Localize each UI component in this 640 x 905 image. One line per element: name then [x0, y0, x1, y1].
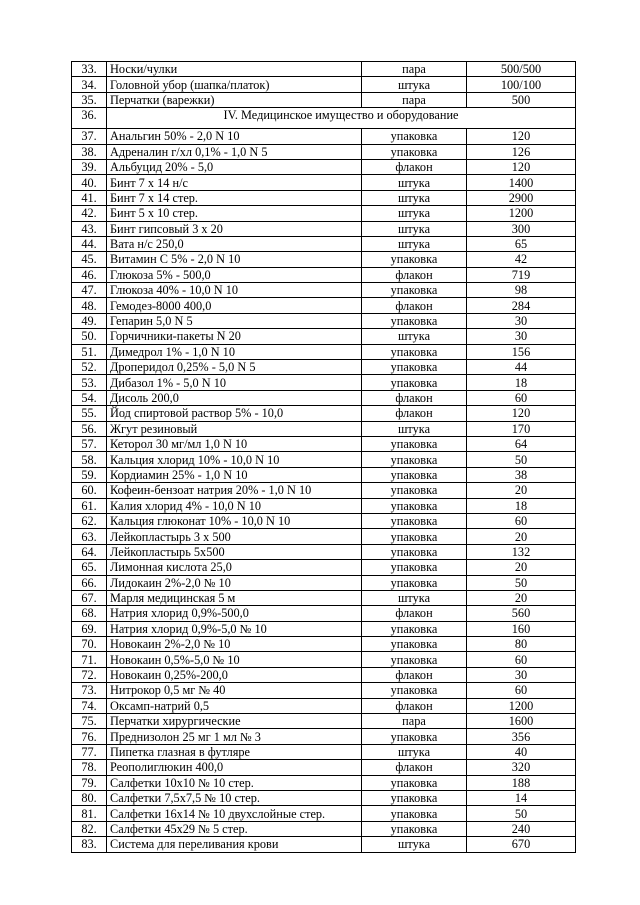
- item-quantity: 160: [467, 621, 576, 636]
- row-number: 37.: [72, 129, 107, 144]
- table-row: [72, 529, 576, 544]
- item-quantity: 132: [467, 544, 576, 559]
- item-quantity: 98: [467, 283, 576, 298]
- item-unit: штука: [362, 236, 467, 251]
- item-name: Бинт 7 х 14 н/с: [107, 175, 362, 190]
- item-name: Перчатки хирургические: [107, 714, 362, 729]
- item-name: Носки/чулки: [107, 62, 362, 77]
- item-quantity: 2900: [467, 190, 576, 205]
- table-row: [72, 452, 576, 467]
- row-number: 75.: [72, 714, 107, 729]
- table-row: [72, 729, 576, 744]
- table-row: [72, 714, 576, 729]
- item-quantity: 20: [467, 483, 576, 498]
- item-name: Натрия хлорид 0,9%-5,0 № 10: [107, 621, 362, 636]
- table-row: [72, 129, 576, 144]
- row-number: 52.: [72, 360, 107, 375]
- table-row: [72, 760, 576, 775]
- item-quantity: 300: [467, 221, 576, 236]
- item-unit: упаковка: [362, 560, 467, 575]
- item-quantity: 170: [467, 421, 576, 436]
- item-name: Дисоль 200,0: [107, 390, 362, 405]
- item-unit: флакон: [362, 698, 467, 713]
- row-number: 77.: [72, 744, 107, 759]
- item-quantity: 120: [467, 406, 576, 421]
- item-name: Гепарин 5,0 N 5: [107, 313, 362, 328]
- item-unit: штука: [362, 329, 467, 344]
- item-unit: штука: [362, 421, 467, 436]
- row-number: 49.: [72, 313, 107, 328]
- item-quantity: 188: [467, 775, 576, 790]
- item-name: Салфетки 45х29 № 5 стер.: [107, 821, 362, 836]
- item-quantity: 560: [467, 606, 576, 621]
- item-unit: пара: [362, 714, 467, 729]
- item-quantity: 50: [467, 452, 576, 467]
- table-row: [72, 436, 576, 451]
- item-quantity: 50: [467, 575, 576, 590]
- row-number: 57.: [72, 436, 107, 451]
- row-number: 83.: [72, 837, 107, 852]
- item-name: Салфетки 10х10 № 10 стер.: [107, 775, 362, 790]
- table-row: [72, 206, 576, 221]
- item-name: Горчичники-пакеты N 20: [107, 329, 362, 344]
- row-number: 35.: [72, 92, 107, 107]
- item-name: Перчатки (варежки): [107, 92, 362, 107]
- table-row: [72, 590, 576, 605]
- item-unit: штука: [362, 77, 467, 92]
- item-quantity: 64: [467, 436, 576, 451]
- item-name: Бинт 7 х 14 стер.: [107, 190, 362, 205]
- row-number: 50.: [72, 329, 107, 344]
- item-name: Новокаин 0,5%-5,0 № 10: [107, 652, 362, 667]
- item-unit: пара: [362, 92, 467, 107]
- row-number: 48.: [72, 298, 107, 313]
- row-number: 67.: [72, 590, 107, 605]
- item-unit: штука: [362, 190, 467, 205]
- item-unit: штука: [362, 175, 467, 190]
- table-row: [72, 821, 576, 836]
- item-unit: упаковка: [362, 652, 467, 667]
- table-row: [72, 483, 576, 498]
- row-number: 45.: [72, 252, 107, 267]
- item-unit: упаковка: [362, 729, 467, 744]
- item-name: Жгут резиновый: [107, 421, 362, 436]
- item-name: Глюкоза 40% - 10,0 N 10: [107, 283, 362, 298]
- item-unit: упаковка: [362, 252, 467, 267]
- item-quantity: 18: [467, 498, 576, 513]
- item-unit: упаковка: [362, 498, 467, 513]
- table-row: [72, 837, 576, 852]
- table-row: [72, 621, 576, 636]
- item-name: Лидокаин 2%-2,0 № 10: [107, 575, 362, 590]
- item-unit: упаковка: [362, 144, 467, 159]
- item-quantity: 60: [467, 683, 576, 698]
- item-name: Адреналин г/хл 0,1% - 1,0 N 5: [107, 144, 362, 159]
- item-name: Кальция хлорид 10% - 10,0 N 10: [107, 452, 362, 467]
- item-quantity: 120: [467, 159, 576, 174]
- item-unit: упаковка: [362, 775, 467, 790]
- item-name: Калия хлорид 4% - 10,0 N 10: [107, 498, 362, 513]
- item-name: Новокаин 2%-2,0 № 10: [107, 637, 362, 652]
- row-number: 36.: [72, 108, 107, 129]
- item-quantity: 80: [467, 637, 576, 652]
- item-name: Лимонная кислота 25,0: [107, 560, 362, 575]
- item-unit: упаковка: [362, 375, 467, 390]
- table-row: [72, 790, 576, 805]
- table-row: [72, 283, 576, 298]
- item-unit: упаковка: [362, 806, 467, 821]
- item-unit: упаковка: [362, 452, 467, 467]
- row-number: 38.: [72, 144, 107, 159]
- item-unit: упаковка: [362, 344, 467, 359]
- table-row: [72, 344, 576, 359]
- item-quantity: 30: [467, 313, 576, 328]
- table-row: [72, 144, 576, 159]
- row-number: 51.: [72, 344, 107, 359]
- item-quantity: 500: [467, 92, 576, 107]
- table-row: [72, 575, 576, 590]
- item-name: Бинт 5 х 10 стер.: [107, 206, 362, 221]
- item-quantity: 60: [467, 513, 576, 528]
- item-quantity: 1400: [467, 175, 576, 190]
- item-quantity: 20: [467, 590, 576, 605]
- item-quantity: 60: [467, 390, 576, 405]
- table-row: [72, 806, 576, 821]
- row-number: 54.: [72, 390, 107, 405]
- item-name: Нитрокор 0,5 мг № 40: [107, 683, 362, 698]
- item-quantity: 719: [467, 267, 576, 282]
- item-quantity: 500/500: [467, 62, 576, 77]
- table-row: [72, 560, 576, 575]
- item-unit: упаковка: [362, 821, 467, 836]
- item-quantity: 1600: [467, 714, 576, 729]
- item-unit: упаковка: [362, 683, 467, 698]
- row-number: 68.: [72, 606, 107, 621]
- item-quantity: 670: [467, 837, 576, 852]
- table-row: [72, 467, 576, 482]
- item-unit: флакон: [362, 267, 467, 282]
- item-unit: штука: [362, 744, 467, 759]
- item-name: Димедрол 1% - 1,0 N 10: [107, 344, 362, 359]
- item-name: Йод спиртовой раствор 5% - 10,0: [107, 406, 362, 421]
- table-row: [72, 637, 576, 652]
- row-number: 55.: [72, 406, 107, 421]
- row-number: 39.: [72, 159, 107, 174]
- row-number: 79.: [72, 775, 107, 790]
- row-number: 33.: [72, 62, 107, 77]
- row-number: 69.: [72, 621, 107, 636]
- table-row: [72, 683, 576, 698]
- section-row: [72, 108, 576, 129]
- item-name: Глюкоза 5% - 500,0: [107, 267, 362, 282]
- row-number: 56.: [72, 421, 107, 436]
- item-unit: упаковка: [362, 544, 467, 559]
- table-row: [72, 236, 576, 251]
- item-quantity: 30: [467, 667, 576, 682]
- row-number: 43.: [72, 221, 107, 236]
- row-number: 81.: [72, 806, 107, 821]
- item-name: Головной убор (шапка/платок): [107, 77, 362, 92]
- item-name: Дибазол 1% - 5,0 N 10: [107, 375, 362, 390]
- item-name: Витамин С 5% - 2,0 N 10: [107, 252, 362, 267]
- table-row: [72, 62, 576, 77]
- item-name: Лейкопластырь 3 х 500: [107, 529, 362, 544]
- item-name: Салфетки 16х14 № 10 двухслойные стер.: [107, 806, 362, 821]
- row-number: 72.: [72, 667, 107, 682]
- table-row: [72, 652, 576, 667]
- item-quantity: 42: [467, 252, 576, 267]
- table-row: [72, 175, 576, 190]
- row-number: 40.: [72, 175, 107, 190]
- row-number: 61.: [72, 498, 107, 513]
- table-row: [72, 252, 576, 267]
- item-name: Реополиглюкин 400,0: [107, 760, 362, 775]
- item-unit: упаковка: [362, 621, 467, 636]
- table-row: [72, 360, 576, 375]
- item-quantity: 18: [467, 375, 576, 390]
- item-quantity: 20: [467, 529, 576, 544]
- table-row: [72, 313, 576, 328]
- item-quantity: 30: [467, 329, 576, 344]
- table-row: [72, 698, 576, 713]
- item-unit: штука: [362, 206, 467, 221]
- item-quantity: 100/100: [467, 77, 576, 92]
- item-quantity: 1200: [467, 698, 576, 713]
- item-unit: упаковка: [362, 637, 467, 652]
- row-number: 66.: [72, 575, 107, 590]
- item-name: Бинт гипсовый 3 х 20: [107, 221, 362, 236]
- table-row: [72, 544, 576, 559]
- item-quantity: 60: [467, 652, 576, 667]
- item-name: Кальция глюконат 10% - 10,0 N 10: [107, 513, 362, 528]
- table-row: [72, 744, 576, 759]
- table-row: [72, 159, 576, 174]
- item-unit: штука: [362, 837, 467, 852]
- item-quantity: 65: [467, 236, 576, 251]
- item-name: Дроперидол 0,25% - 5,0 N 5: [107, 360, 362, 375]
- item-unit: флакон: [362, 298, 467, 313]
- item-quantity: 156: [467, 344, 576, 359]
- item-unit: флакон: [362, 390, 467, 405]
- item-name: Салфетки 7,5х7,5 № 10 стер.: [107, 790, 362, 805]
- row-number: 63.: [72, 529, 107, 544]
- item-unit: упаковка: [362, 575, 467, 590]
- supply-table: [71, 61, 576, 853]
- item-quantity: 50: [467, 806, 576, 821]
- table-row: [72, 190, 576, 205]
- table-row: [72, 329, 576, 344]
- item-name: Натрия хлорид 0,9%-500,0: [107, 606, 362, 621]
- table-row: [72, 375, 576, 390]
- item-unit: упаковка: [362, 790, 467, 805]
- item-unit: флакон: [362, 406, 467, 421]
- row-number: 80.: [72, 790, 107, 805]
- table-row: [72, 298, 576, 313]
- row-number: 42.: [72, 206, 107, 221]
- table-row: [72, 77, 576, 92]
- item-quantity: 356: [467, 729, 576, 744]
- item-name: Марля медицинская 5 м: [107, 590, 362, 605]
- item-unit: флакон: [362, 760, 467, 775]
- table-row: [72, 390, 576, 405]
- item-name: Преднизолон 25 мг 1 мл № 3: [107, 729, 362, 744]
- row-number: 64.: [72, 544, 107, 559]
- item-name: Гемодез-8000 400,0: [107, 298, 362, 313]
- item-unit: штука: [362, 590, 467, 605]
- section-title: IV. Медицинское имущество и оборудование: [107, 108, 576, 129]
- item-unit: упаковка: [362, 129, 467, 144]
- item-unit: упаковка: [362, 360, 467, 375]
- table-row: [72, 267, 576, 282]
- item-name: Кофеин-бензоат натрия 20% - 1,0 N 10: [107, 483, 362, 498]
- item-unit: упаковка: [362, 467, 467, 482]
- table-row: [72, 498, 576, 513]
- item-name: Кордиамин 25% - 1,0 N 10: [107, 467, 362, 482]
- row-number: 74.: [72, 698, 107, 713]
- row-number: 34.: [72, 77, 107, 92]
- item-quantity: 20: [467, 560, 576, 575]
- row-number: 78.: [72, 760, 107, 775]
- item-unit: штука: [362, 221, 467, 236]
- row-number: 76.: [72, 729, 107, 744]
- item-quantity: 1200: [467, 206, 576, 221]
- item-name: Вата н/с 250,0: [107, 236, 362, 251]
- item-unit: упаковка: [362, 283, 467, 298]
- item-unit: упаковка: [362, 436, 467, 451]
- table-row: [72, 421, 576, 436]
- item-unit: флакон: [362, 606, 467, 621]
- table-row: [72, 92, 576, 107]
- row-number: 65.: [72, 560, 107, 575]
- row-number: 60.: [72, 483, 107, 498]
- item-name: Лейкопластырь 5х500: [107, 544, 362, 559]
- item-quantity: 284: [467, 298, 576, 313]
- item-unit: флакон: [362, 667, 467, 682]
- row-number: 73.: [72, 683, 107, 698]
- table-row: [72, 667, 576, 682]
- table-row: [72, 406, 576, 421]
- item-unit: упаковка: [362, 483, 467, 498]
- item-quantity: 240: [467, 821, 576, 836]
- item-name: Новокаин 0,25%-200,0: [107, 667, 362, 682]
- item-name: Система для переливания крови: [107, 837, 362, 852]
- item-unit: упаковка: [362, 529, 467, 544]
- item-quantity: 126: [467, 144, 576, 159]
- item-quantity: 40: [467, 744, 576, 759]
- item-unit: пара: [362, 62, 467, 77]
- row-number: 47.: [72, 283, 107, 298]
- item-quantity: 320: [467, 760, 576, 775]
- table-row: [72, 775, 576, 790]
- row-number: 59.: [72, 467, 107, 482]
- item-name: Пипетка глазная в футляре: [107, 744, 362, 759]
- row-number: 71.: [72, 652, 107, 667]
- table-row: [72, 513, 576, 528]
- item-unit: упаковка: [362, 513, 467, 528]
- row-number: 41.: [72, 190, 107, 205]
- item-quantity: 14: [467, 790, 576, 805]
- row-number: 58.: [72, 452, 107, 467]
- row-number: 82.: [72, 821, 107, 836]
- row-number: 53.: [72, 375, 107, 390]
- table-row: [72, 221, 576, 236]
- item-name: Альбуцид 20% - 5,0: [107, 159, 362, 174]
- row-number: 46.: [72, 267, 107, 282]
- item-unit: флакон: [362, 159, 467, 174]
- row-number: 44.: [72, 236, 107, 251]
- item-unit: упаковка: [362, 313, 467, 328]
- row-number: 70.: [72, 637, 107, 652]
- item-name: Анальгин 50% - 2,0 N 10: [107, 129, 362, 144]
- row-number: 62.: [72, 513, 107, 528]
- supply-table-body: [72, 62, 576, 853]
- item-quantity: 38: [467, 467, 576, 482]
- item-quantity: 120: [467, 129, 576, 144]
- item-quantity: 44: [467, 360, 576, 375]
- item-name: Оксамп-натрий 0,5: [107, 698, 362, 713]
- item-name: Кеторол 30 мг/мл 1,0 N 10: [107, 436, 362, 451]
- table-row: [72, 606, 576, 621]
